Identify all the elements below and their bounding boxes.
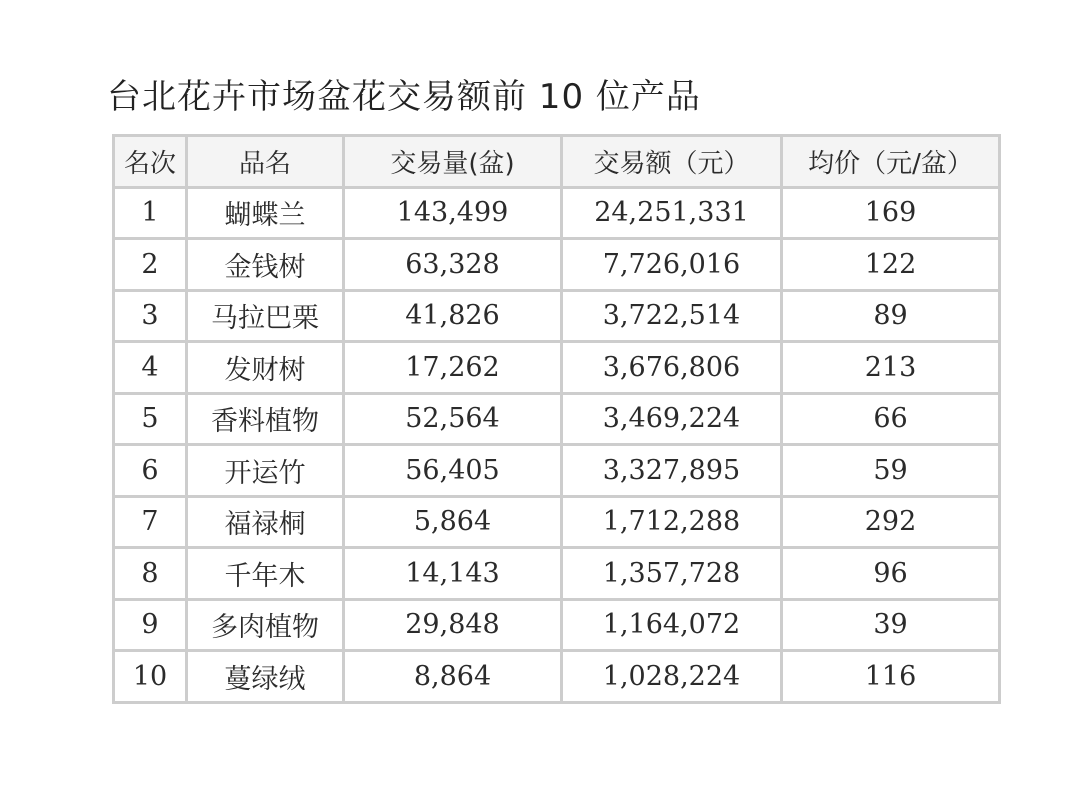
rank-cell: 6	[114, 445, 187, 497]
amount-cell: 7,726,016	[562, 239, 782, 291]
name-cell: 福禄桐	[187, 496, 344, 548]
rank-cell: 5	[114, 393, 187, 445]
amount-cell: 1,164,072	[562, 599, 782, 651]
quantity-cell: 5,864	[344, 496, 562, 548]
quantity-cell: 29,848	[344, 599, 562, 651]
table-row	[114, 599, 1000, 651]
avg-price-cell: 292	[782, 496, 1000, 548]
quantity-cell: 14,143	[344, 548, 562, 600]
name-cell: 多肉植物	[187, 599, 344, 651]
quantity-cell: 63,328	[344, 239, 562, 291]
amount-cell: 3,676,806	[562, 342, 782, 394]
quantity-cell: 56,405	[344, 445, 562, 497]
amount-cell: 1,712,288	[562, 496, 782, 548]
avg-price-cell: 89	[782, 290, 1000, 342]
avg-price-cell: 169	[782, 187, 1000, 239]
header-rank: 名次	[114, 136, 187, 188]
amount-cell: 24,251,331	[562, 187, 782, 239]
rank-cell: 4	[114, 342, 187, 394]
quantity-cell: 52,564	[344, 393, 562, 445]
header-avg-price: 均价（元/盆）	[782, 136, 1000, 188]
name-cell: 发财树	[187, 342, 344, 394]
name-cell: 蝴蝶兰	[187, 187, 344, 239]
avg-price-cell: 213	[782, 342, 1000, 394]
table-row	[114, 548, 1000, 600]
rank-cell: 10	[114, 651, 187, 703]
table-row	[114, 342, 1000, 394]
amount-cell: 3,327,895	[562, 445, 782, 497]
avg-price-cell: 116	[782, 651, 1000, 703]
avg-price-cell: 122	[782, 239, 1000, 291]
header-amount: 交易额（元）	[562, 136, 782, 188]
quantity-cell: 17,262	[344, 342, 562, 394]
name-cell: 马拉巴栗	[187, 290, 344, 342]
table-row	[114, 393, 1000, 445]
rank-cell: 2	[114, 239, 187, 291]
amount-cell: 1,028,224	[562, 651, 782, 703]
table-row	[114, 651, 1000, 703]
header-quantity: 交易量(盆)	[344, 136, 562, 188]
rank-cell: 7	[114, 496, 187, 548]
name-cell: 千年木	[187, 548, 344, 600]
table-row	[114, 187, 1000, 239]
page-title: 台北花卉市场盆花交易额前 10 位产品	[107, 77, 701, 117]
amount-cell: 3,469,224	[562, 393, 782, 445]
name-cell: 开运竹	[187, 445, 344, 497]
amount-cell: 3,722,514	[562, 290, 782, 342]
table-row	[114, 239, 1000, 291]
table-row	[114, 496, 1000, 548]
avg-price-cell: 96	[782, 548, 1000, 600]
table-row	[114, 445, 1000, 497]
name-cell: 金钱树	[187, 239, 344, 291]
table-row	[114, 290, 1000, 342]
header-row	[114, 136, 1000, 188]
quantity-cell: 8,864	[344, 651, 562, 703]
avg-price-cell: 39	[782, 599, 1000, 651]
quantity-cell: 41,826	[344, 290, 562, 342]
name-cell: 蔓绿绒	[187, 651, 344, 703]
rank-cell: 1	[114, 187, 187, 239]
rank-cell: 9	[114, 599, 187, 651]
data-table	[112, 134, 1001, 704]
amount-cell: 1,357,728	[562, 548, 782, 600]
rank-cell: 8	[114, 548, 187, 600]
rank-cell: 3	[114, 290, 187, 342]
quantity-cell: 143,499	[344, 187, 562, 239]
name-cell: 香料植物	[187, 393, 344, 445]
avg-price-cell: 59	[782, 445, 1000, 497]
avg-price-cell: 66	[782, 393, 1000, 445]
header-name: 品名	[187, 136, 344, 188]
